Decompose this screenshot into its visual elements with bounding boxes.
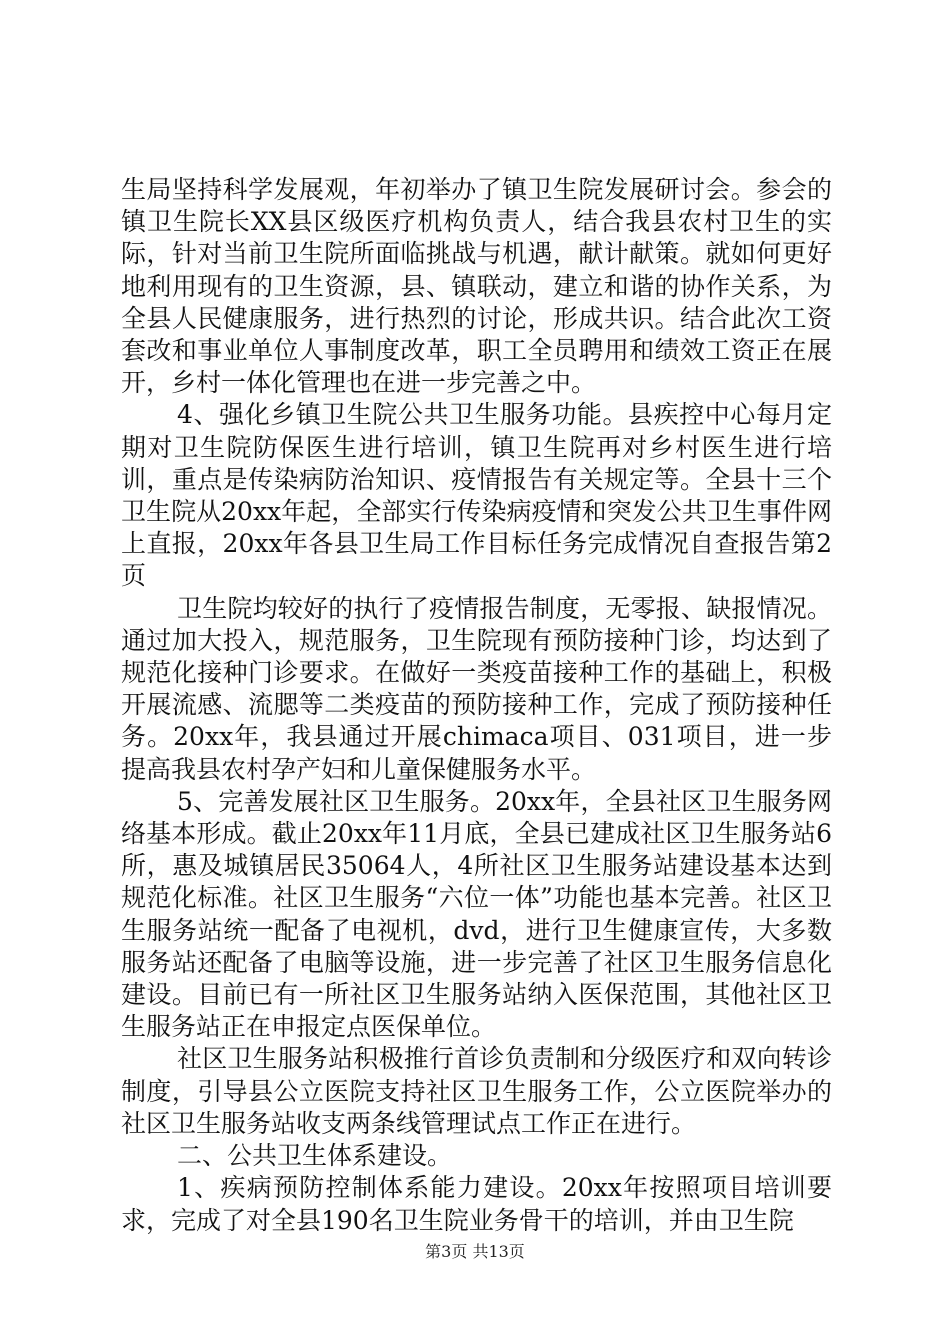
- paragraph-item-4: 4、强化乡镇卫生院公共卫生服务功能。县疾控中心每月定期对卫生院防保医生进行培训，镇卫生院再对乡村医生进行培训，重点是传染病防治知识、疫情报告有关规定等。全县十三个卫生院从20xx年起，全部实行传染病疫情和突发公共卫生事件网上直报，20xx年各县卫生局工作目标任务完成情况自查报告第2页: [121, 400, 832, 591]
- document-body: [121, 174, 832, 1237]
- paragraph-item-1: 1、疾病预防控制体系能力建设。20xx年按照项目培训要求，完成了对全县190名卫生院业务骨干的培训，并由卫生院: [121, 1173, 832, 1235]
- paragraph-epidemic-report: 卫生院均较好的执行了疫情报告制度，无零报、缺报情况。通过加大投入，规范服务，卫生院现有预防接种门诊，均达到了规范化接种门诊要求。在做好一类疫苗接种工作的基础上，积极开展流感、流腮等二类疫苗的预防接种工作，完成了预防接种任务。20xx年，我县通过开展chimaca项目、031项目，进一步提高我县农村孕产妇和儿童保健服务水平。: [121, 593, 832, 784]
- paragraph-item-5: 5、完善发展社区卫生服务。20xx年，全县社区卫生服务网络基本形成。截止20xx年11月底，全县已建成社区卫生服务站6所，惠及城镇居民35064人，4所社区卫生服务站建设基本达到规范化标准。社区卫生服务“六位一体”功能也基本完善。社区卫生服务站统一配备了电视机，dvd，进行卫生健康宣传，大多数服务站还配备了电脑等设施，进一步完善了社区卫生服务信息化建设。目前已有一所社区卫生服务站纳入医保范围，其他社区卫生服务站正在申报定点医保单位。: [121, 786, 832, 1042]
- paragraph-continuation: 生局坚持科学发展观，年初举办了镇卫生院发展研讨会。参会的镇卫生院长XX县区级医疗机构负责人，结合我县农村卫生的实际，针对当前卫生院所面临挑战与机遇，献计献策。就如何更好地利用现有的卫生资源，县、镇联动，建立和谐的协作关系，为全县人民健康服务，进行热烈的讨论，形成共识。结合此次工资套改和事业单位人事制度改革，职工全员聘用和绩效工资正在展开，乡村一体化管理也在进一步完善之中。: [121, 175, 832, 398]
- paragraph-community-service: 社区卫生服务站积极推行首诊负责制和分级医疗和双向转诊制度，引导县公立医院支持社区卫生服务工作，公立医院举办的社区卫生服务站收支两条线管理试点工作正在进行。: [121, 1044, 832, 1138]
- section-heading-public-health: 二、公共卫生体系建设。: [177, 1141, 453, 1171]
- page-footer: 第3页 共13页: [425, 1242, 525, 1261]
